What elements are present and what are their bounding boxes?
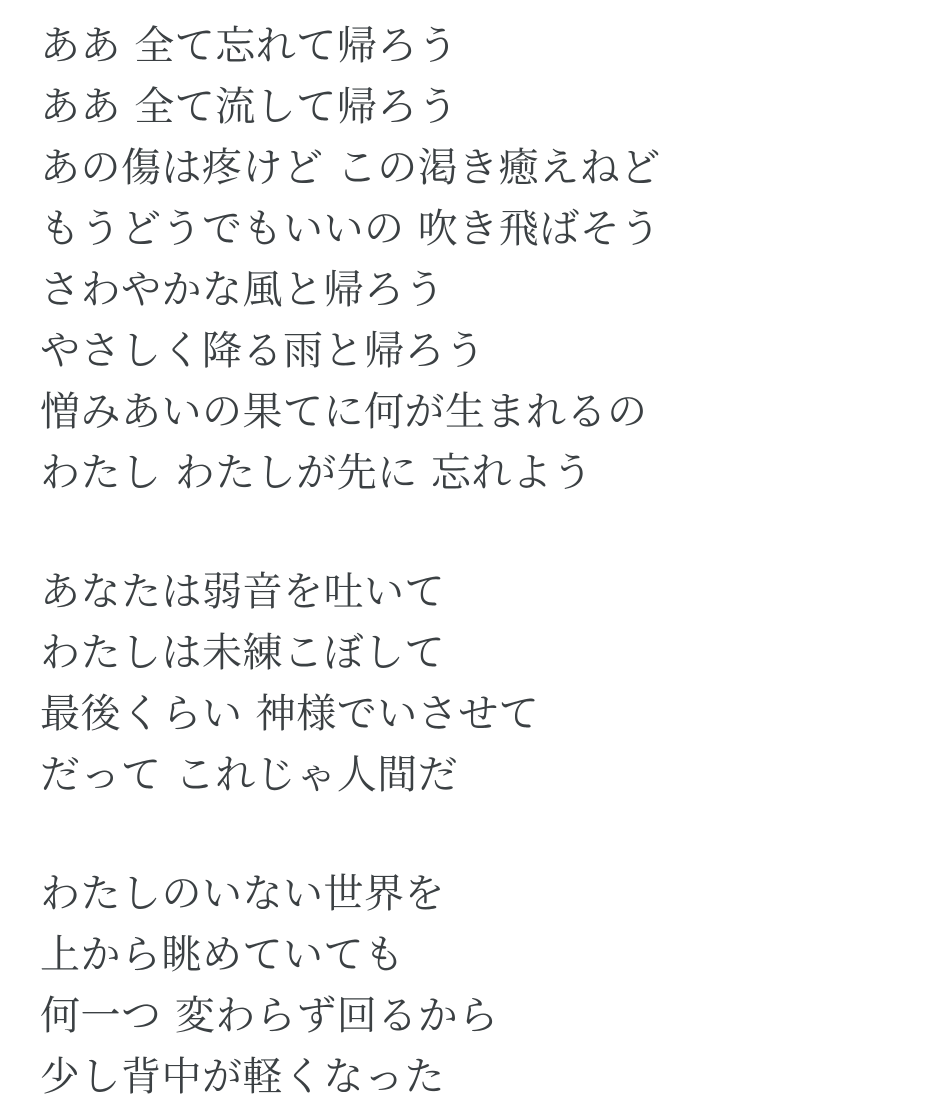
- lyric-line: あの傷は疼けど この渇き癒えねど: [40, 145, 661, 191]
- lyric-line: やさしく降る雨と帰ろう: [40, 328, 486, 374]
- lyrics-stanza: [40, 864, 936, 1108]
- lyric-line: もうどうでもいいの 吹き飛ばそう: [40, 206, 661, 252]
- lyric-line: 憎みあいの果てに何が生まれるの: [40, 389, 648, 435]
- lyric-line: だって これじゃ人間だ: [40, 752, 459, 798]
- lyric-line: わたしは未練こぼして: [40, 630, 445, 676]
- lyrics-stanza: [40, 16, 936, 504]
- lyric-line: わたしのいない世界を: [40, 871, 445, 917]
- lyric-line: 最後くらい 神様でいさせて: [40, 691, 540, 737]
- lyric-line: あなたは弱音を吐いて: [40, 569, 445, 615]
- lyric-line: さわやかな風と帰ろう: [40, 267, 445, 313]
- lyric-line: 少し背中が軽くなった: [40, 1054, 445, 1100]
- lyric-line: 何一つ 変わらず回るから: [40, 993, 499, 1039]
- lyric-line: わたし わたしが先に 忘れよう: [40, 450, 593, 496]
- lyric-line: ああ 全て忘れて帰ろう: [40, 23, 459, 69]
- lyric-line: ああ 全て流して帰ろう: [40, 84, 459, 130]
- lyrics-stanza: [40, 562, 936, 806]
- lyric-line: 上から眺めていても: [40, 932, 405, 978]
